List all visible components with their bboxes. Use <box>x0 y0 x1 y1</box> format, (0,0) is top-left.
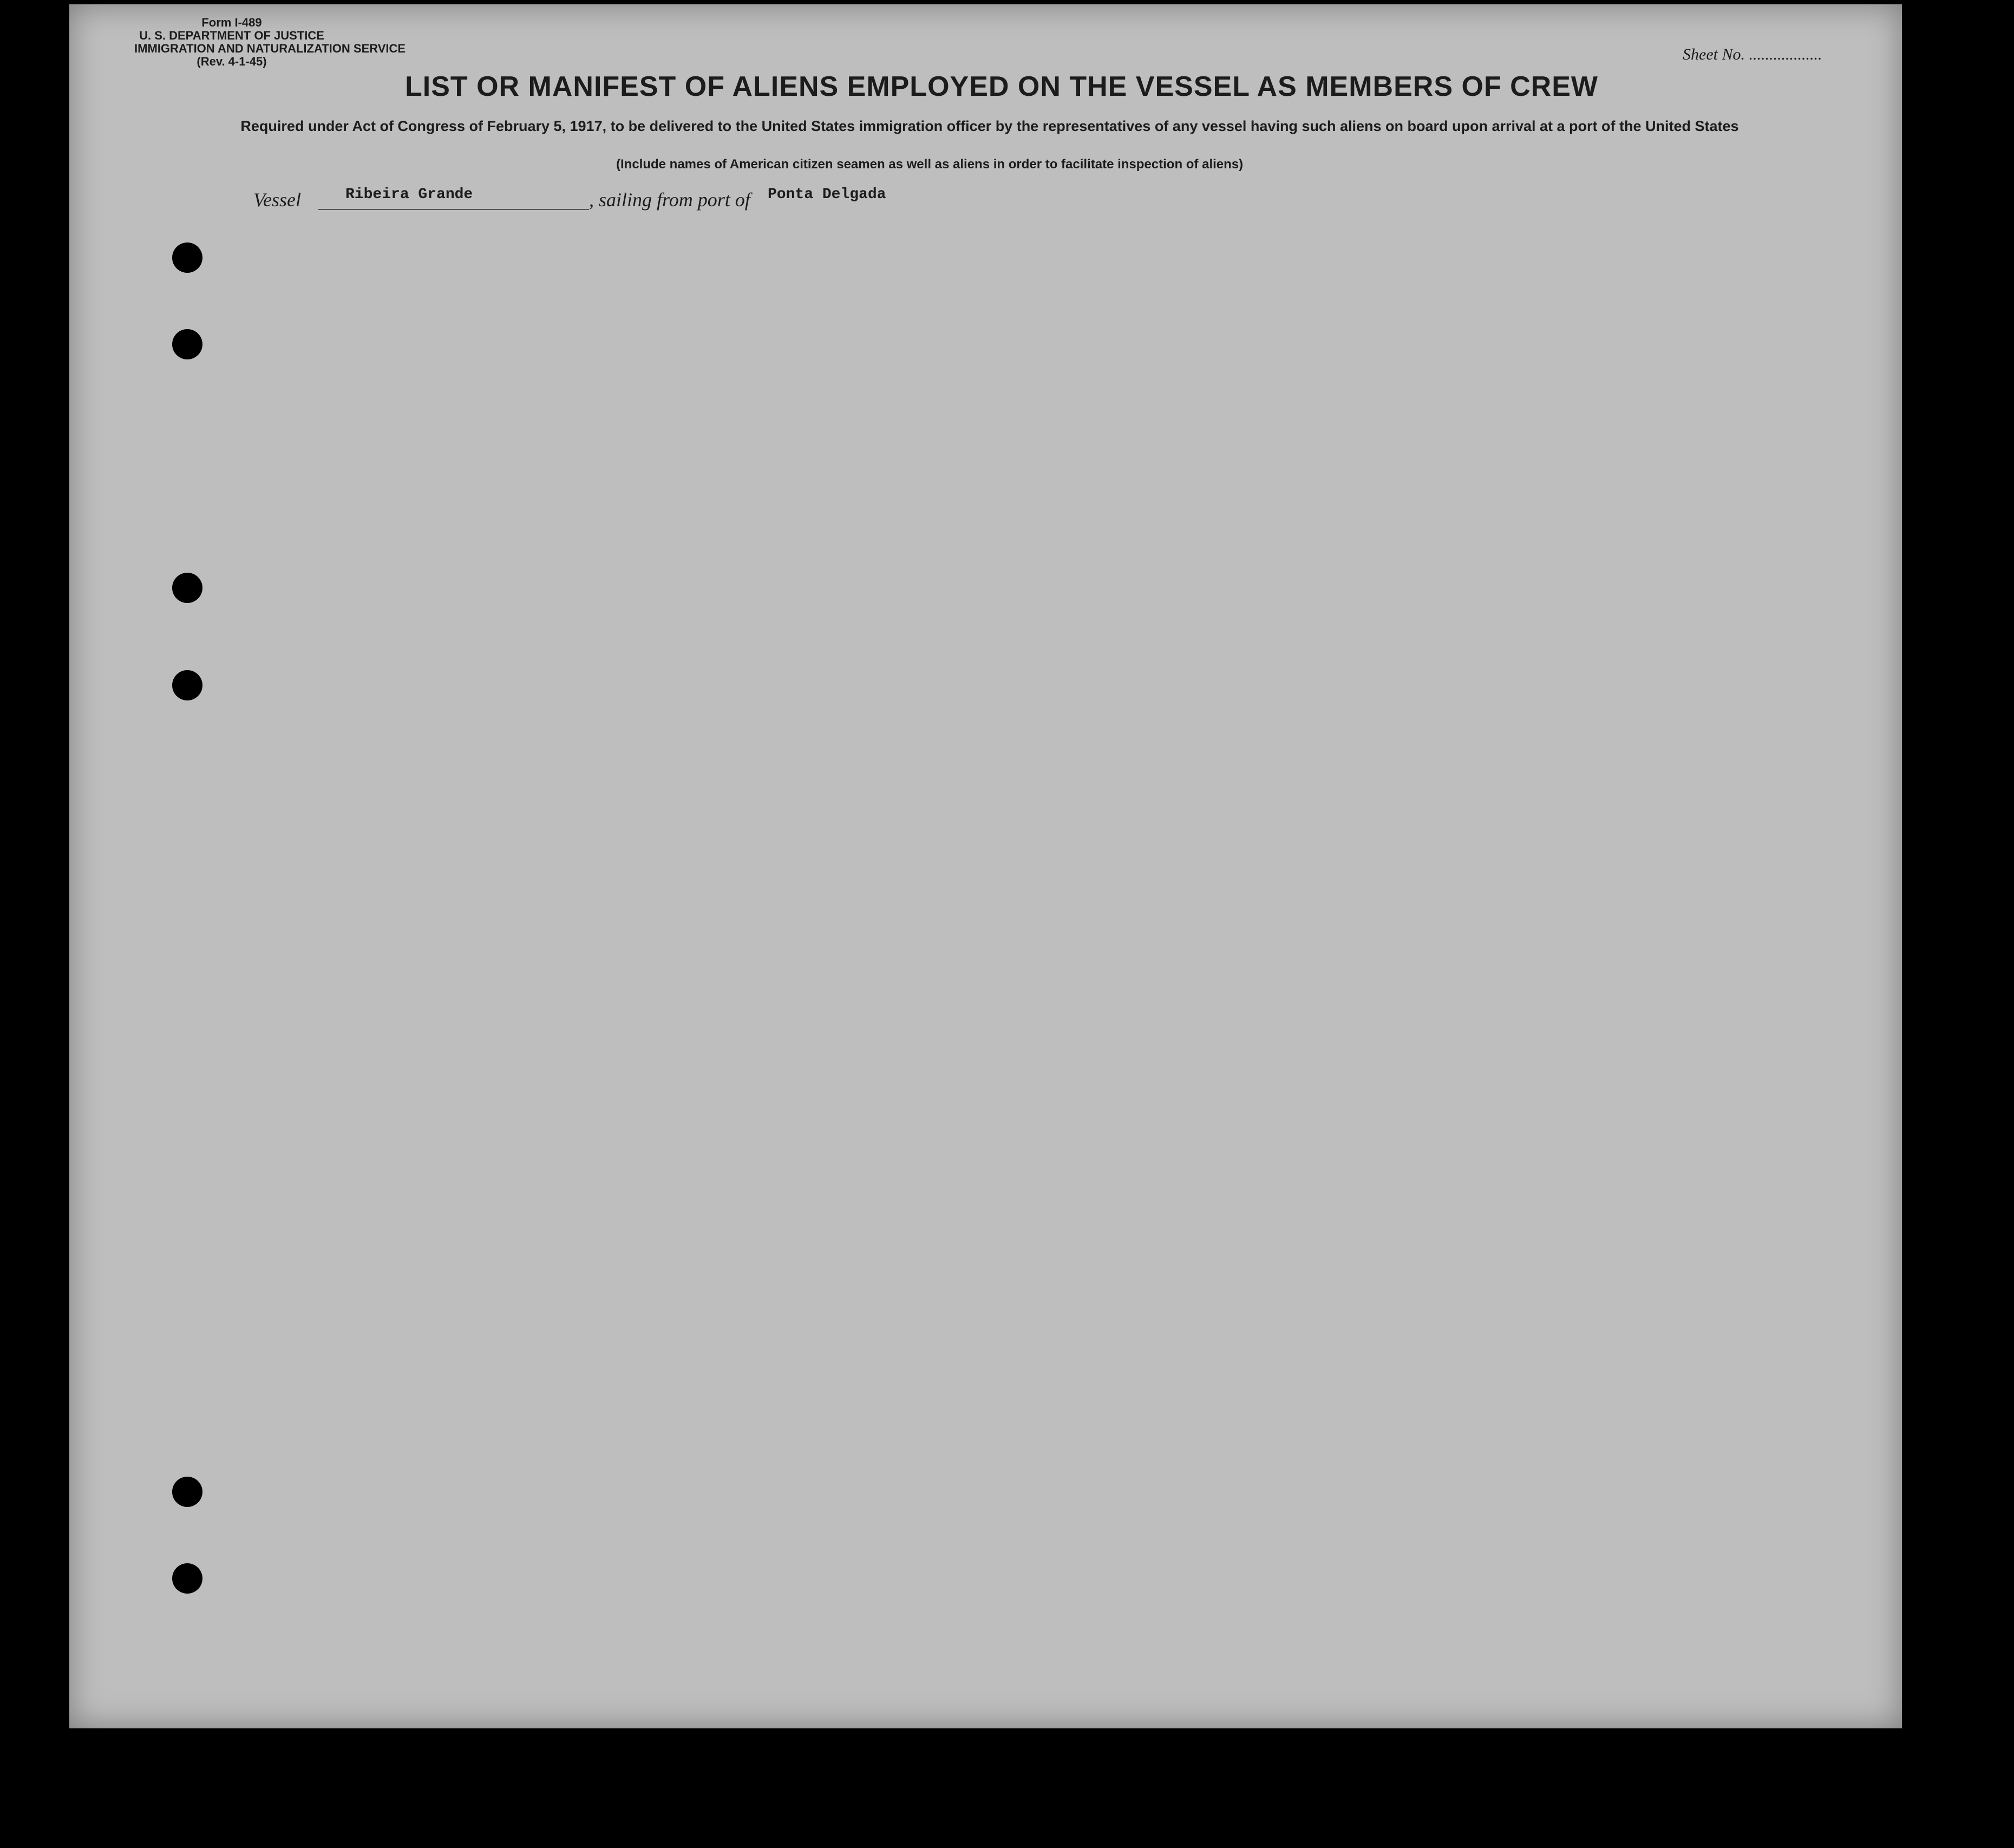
binder-hole <box>172 243 202 273</box>
form-revision: (Rev. 4-1-45) <box>197 55 267 68</box>
document-instruction: (Include names of American citizen seamen as well as aliens in order to facilitate inspection of aliens) <box>616 157 1244 172</box>
binder-hole <box>172 1477 202 1507</box>
form-number: Form I-489 <box>201 16 262 29</box>
document-subtitle: Required under Act of Congress of February 5, 1917, to be delivered to the United States immigration officer by the representatives of any vessel having such aliens on board upon arrival at a port of the United States <box>240 118 1739 134</box>
manifest-sheet <box>69 4 1902 1728</box>
binder-hole <box>172 670 202 700</box>
binder-hole <box>172 573 202 603</box>
binder-hole <box>172 1563 202 1594</box>
department-name: U. S. DEPARTMENT OF JUSTICE <box>139 29 324 42</box>
form-identifier <box>134 16 406 68</box>
service-name: IMMIGRATION AND NATURALIZATION SERVICE <box>134 42 406 55</box>
binder-hole <box>172 329 202 359</box>
sheet-number: Sheet No. .................. <box>1683 45 1822 63</box>
vessel-name: Ribeira Grande <box>345 186 473 203</box>
vessel-label: Vessel <box>253 189 301 211</box>
sailing-label: , sailing from port of <box>589 189 750 211</box>
sailing-port: Ponta Delgada <box>768 186 886 203</box>
document-title: LIST OR MANIFEST OF ALIENS EMPLOYED ON THE VESSEL AS MEMBERS OF CREW <box>405 71 1598 102</box>
